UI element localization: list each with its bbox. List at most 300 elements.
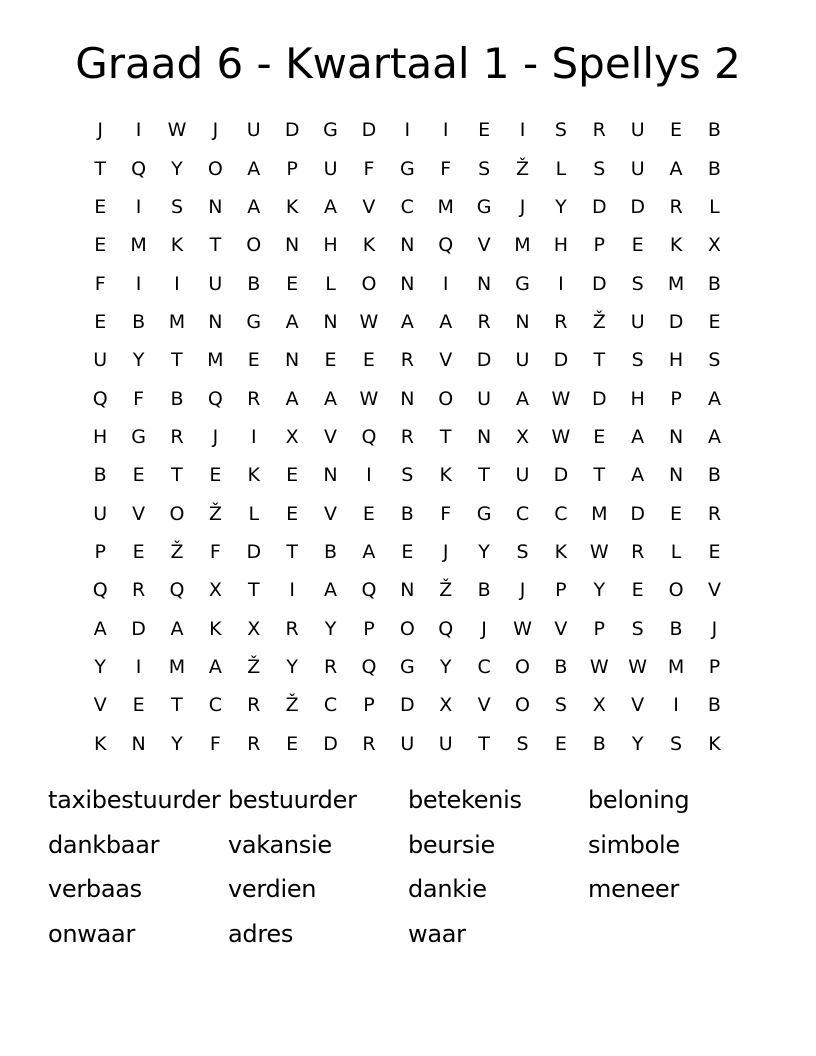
grid-letter: I [135, 655, 142, 678]
grid-letter: M [168, 310, 186, 333]
grid-letter: F [209, 732, 221, 755]
grid-letter: Ž [208, 502, 222, 525]
grid-letter: A [707, 425, 721, 448]
grid-letter: J [212, 119, 219, 142]
grid-letter: R [247, 387, 261, 410]
grid-letter: Y [171, 157, 183, 180]
grid-letter: P [708, 655, 721, 678]
grid-letter: X [247, 617, 261, 640]
grid-letter: R [131, 579, 146, 602]
grid-letter: S [631, 617, 644, 640]
grid-letter: E [94, 195, 107, 218]
grid-letter: W [359, 310, 379, 333]
grid-letter: Y [631, 732, 644, 755]
grid-letter: S [708, 349, 721, 372]
grid-letter: E [324, 349, 337, 372]
grid-letter: O [438, 387, 454, 410]
grid-letter: M [437, 195, 454, 218]
word-list-item: vakansie [228, 830, 332, 859]
grid-letter: Q [361, 655, 377, 678]
grid-letter: I [250, 425, 257, 448]
grid-letter: Y [555, 195, 567, 218]
grid-letter: X [208, 579, 222, 602]
grid-letter: N [208, 195, 223, 218]
grid-letter: B [132, 310, 146, 333]
grid-letter: D [131, 617, 146, 640]
grid-letter: I [135, 119, 142, 142]
grid-letter: U [246, 119, 261, 142]
grid-letter: F [440, 157, 452, 180]
grid-letter: T [171, 694, 183, 717]
grid-letter: Y [324, 617, 337, 640]
grid-letter: F [133, 387, 145, 410]
grid-letter: J [97, 119, 103, 142]
grid-letter: R [362, 732, 376, 755]
grid-letter: N [476, 425, 492, 448]
grid-letter: D [591, 387, 607, 410]
grid-letter: T [286, 540, 298, 563]
grid-letter: G [323, 119, 338, 142]
page-title: Graad 6 - Kwartaal 1 - Spellys 2 [75, 39, 741, 88]
grid-letter: Q [169, 579, 185, 602]
word-list-item: verbaas [48, 875, 142, 903]
grid-letter: Ž [592, 310, 606, 333]
grid-letter: R [400, 349, 414, 372]
grid-letter: G [246, 310, 262, 333]
grid-letter: B [707, 157, 721, 180]
grid-letter: E [631, 579, 644, 602]
grid-letter: U [515, 349, 530, 372]
grid-letter: Y [286, 655, 298, 678]
grid-letter: I [442, 119, 449, 142]
grid-letter: A [324, 579, 338, 602]
grid-letter: E [401, 540, 414, 563]
grid-letter: E [209, 464, 222, 487]
grid-letter: Y [132, 349, 145, 372]
grid-letter: E [708, 310, 721, 333]
grid-letter: Q [207, 387, 223, 410]
grid-letter: V [362, 195, 376, 218]
grid-letter: I [404, 119, 411, 142]
grid-letter: W [589, 540, 609, 563]
grid-letter: S [631, 272, 644, 295]
grid-letter: Q [438, 234, 454, 257]
grid-letter: A [285, 387, 299, 410]
grid-letter: T [171, 464, 183, 487]
grid-letter: P [94, 540, 106, 563]
word-list-item: bestuurder [228, 786, 357, 814]
grid-letter: T [478, 464, 490, 487]
grid-letter: M [667, 655, 685, 678]
grid-letter: I [519, 119, 526, 142]
grid-letter: N [476, 272, 492, 295]
word-list-item: onwaar [48, 919, 136, 948]
word-list-item: betekenis [408, 786, 522, 814]
grid-letter: S [478, 157, 491, 180]
grid-letter: J [442, 540, 449, 563]
grid-letter: W [513, 617, 532, 640]
grid-letter: O [399, 617, 415, 640]
grid-letter: P [670, 387, 682, 410]
grid-letter: M [591, 502, 608, 525]
grid-letter: Y [593, 579, 606, 602]
grid-letter: X [285, 425, 299, 448]
grid-letter: I [366, 464, 372, 487]
grid-letter: K [285, 195, 299, 218]
grid-letter: B [247, 272, 261, 295]
grid-letter: C [208, 694, 222, 717]
grid-letter: S [631, 349, 644, 372]
grid-letter: A [362, 540, 376, 563]
grid-letter: U [208, 272, 223, 295]
grid-letter: U [93, 349, 108, 372]
grid-letter: A [208, 655, 222, 678]
grid-letter: S [401, 464, 414, 487]
word-list-item: taxibestuurder [48, 786, 221, 814]
grid-letter: D [591, 195, 607, 218]
grid-letter: D [630, 502, 645, 525]
grid-letter: I [673, 694, 679, 717]
grid-letter: W [359, 387, 379, 410]
grid-letter: M [514, 234, 531, 257]
grid-letter: T [593, 464, 606, 487]
grid-letter: K [669, 234, 683, 257]
grid-letter: T [478, 732, 490, 755]
grid-letter: O [515, 655, 530, 678]
grid-letter: P [286, 157, 298, 180]
word-list-item: simbole [588, 830, 680, 859]
grid-letter: O [361, 272, 377, 295]
grid-letter: D [361, 119, 377, 142]
grid-letter: P [593, 617, 605, 640]
grid-letter: U [630, 119, 645, 142]
grid-letter: D [400, 694, 415, 717]
grid-letter: N [285, 349, 300, 372]
grid-letter: V [554, 617, 568, 640]
grid-letter: G [399, 157, 415, 180]
grid-letter: U [323, 157, 338, 180]
grid-letter: V [324, 502, 338, 525]
grid-letter: J [212, 425, 219, 448]
grid-letter: N [323, 464, 338, 487]
grid-letter: E [670, 502, 683, 525]
grid-letter: L [555, 157, 567, 180]
grid-letter: N [285, 234, 300, 257]
grid-letter: B [93, 464, 107, 487]
grid-letter: Y [439, 655, 452, 678]
grid-letter: K [554, 540, 568, 563]
grid-letter: S [516, 732, 529, 755]
grid-letter: W [551, 387, 571, 410]
grid-letter: O [246, 234, 262, 257]
grid-letter: I [558, 272, 564, 295]
grid-letter: S [516, 540, 529, 563]
grid-letter: E [94, 234, 107, 257]
grid-letter: N [131, 732, 146, 755]
grid-letter: E [554, 732, 567, 755]
grid-letter: D [246, 540, 262, 563]
grid-letter: K [708, 732, 721, 755]
grid-letter: Ž [285, 694, 299, 717]
grid-letter: C [554, 502, 568, 525]
grid-letter: H [668, 349, 684, 372]
grid-letter: E [670, 119, 683, 142]
grid-letter: M [168, 655, 186, 678]
grid-letter: X [515, 425, 529, 448]
grid-letter: F [363, 157, 375, 180]
grid-letter: V [707, 579, 721, 602]
grid-letter: Y [171, 732, 183, 755]
grid-letter: A [631, 464, 645, 487]
grid-letter: T [171, 349, 183, 372]
grid-letter: D [284, 119, 300, 142]
grid-letter: B [554, 655, 568, 678]
word-search-grid [81, 111, 734, 763]
grid-letter: R [170, 425, 184, 448]
grid-letter: S [554, 119, 567, 142]
grid-letter: K [439, 464, 452, 487]
grid-letter: Ž [170, 540, 184, 563]
grid-letter: M [667, 272, 685, 295]
word-list-item: dankbaar [48, 830, 160, 859]
grid-letter: H [630, 387, 645, 410]
grid-letter: E [593, 425, 606, 448]
grid-letter: F [94, 272, 106, 295]
grid-letter: D [553, 464, 569, 487]
grid-letter: C [515, 502, 530, 525]
grid-letter: I [135, 272, 142, 295]
grid-letter: A [400, 310, 414, 333]
grid-letter: O [668, 579, 684, 602]
grid-letter: B [400, 502, 414, 525]
grid-letter: E [631, 234, 644, 257]
grid-letter: A [515, 387, 529, 410]
grid-letter: B [669, 617, 683, 640]
grid-letter: U [438, 732, 453, 755]
grid-letter: Q [361, 425, 377, 448]
grid-letter: J [519, 579, 526, 602]
grid-letter: O [169, 502, 185, 525]
grid-letter: R [631, 540, 645, 563]
word-list [48, 780, 768, 958]
grid-letter: E [247, 349, 260, 372]
grid-letter: Ž [247, 655, 261, 678]
grid-letter: G [399, 655, 415, 678]
grid-letter: Q [131, 157, 147, 180]
grid-letter: L [248, 502, 260, 525]
grid-letter: U [93, 502, 108, 525]
grid-letter: R [285, 617, 299, 640]
word-list-item: dankie [408, 875, 487, 903]
grid-letter: G [476, 502, 492, 525]
grid-letter: V [477, 694, 491, 717]
grid-letter: C [477, 655, 491, 678]
grid-letter: R [323, 655, 338, 678]
grid-letter: I [174, 272, 180, 295]
grid-letter: D [323, 732, 338, 755]
grid-letter: R [554, 310, 568, 333]
grid-letter: V [477, 234, 491, 257]
grid-letter: N [400, 579, 415, 602]
grid-letter: U [477, 387, 492, 410]
grid-letter: A [707, 387, 721, 410]
grid-letter: N [668, 425, 684, 448]
grid-letter: J [711, 617, 718, 640]
grid-letter: A [324, 195, 338, 218]
grid-letter: E [132, 540, 145, 563]
grid-letter: Q [92, 579, 108, 602]
grid-letter: P [593, 234, 605, 257]
grid-letter: Q [438, 617, 454, 640]
grid-letter: C [400, 195, 414, 218]
grid-letter: N [323, 310, 338, 333]
grid-letter: R [247, 694, 261, 717]
grid-letter: T [247, 579, 260, 602]
grid-letter: N [400, 272, 415, 295]
grid-letter: W [589, 655, 609, 678]
grid-letter: A [247, 195, 261, 218]
grid-letter: I [135, 195, 142, 218]
grid-letter: L [325, 272, 336, 295]
grid-letter: K [362, 234, 376, 257]
grid-letter: U [400, 732, 415, 755]
word-list-item: meneer [588, 875, 679, 903]
grid-letter: X [592, 694, 606, 717]
grid-letter: B [707, 694, 721, 717]
grid-letter: W [628, 655, 648, 678]
grid-letter: O [515, 694, 530, 717]
grid-letter: V [439, 349, 453, 372]
grid-letter: I [289, 579, 295, 602]
word-list-item: adres [228, 919, 294, 948]
grid-letter: Q [92, 387, 108, 410]
grid-letter: X [439, 694, 453, 717]
grid-letter: U [630, 310, 645, 333]
grid-letter: C [323, 694, 338, 717]
grid-letter: H [323, 234, 338, 257]
grid-letter: O [207, 157, 223, 180]
grid-letter: T [593, 349, 606, 372]
grid-letter: A [285, 310, 299, 333]
grid-letter: M [207, 349, 224, 372]
grid-letter: T [209, 234, 222, 257]
grid-letter: D [630, 195, 645, 218]
grid-letter: R [707, 502, 722, 525]
grid-letter: B [324, 540, 338, 563]
grid-letter: P [363, 617, 375, 640]
grid-letter: E [362, 349, 375, 372]
grid-letter: P [555, 579, 567, 602]
grid-letter: K [93, 732, 107, 755]
grid-letter: A [170, 617, 184, 640]
grid-letter: E [94, 310, 107, 333]
grid-letter: E [132, 694, 145, 717]
word-list-item: beloning [588, 786, 690, 814]
grid-letter: Y [94, 655, 106, 678]
grid-letter: G [476, 195, 492, 218]
grid-letter: E [286, 272, 299, 295]
grid-letter: S [554, 694, 567, 717]
grid-letter: F [440, 502, 452, 525]
grid-letter: J [481, 617, 487, 640]
grid-letter: E [478, 119, 491, 142]
grid-letter: E [132, 464, 145, 487]
grid-letter: T [439, 425, 452, 448]
grid-letter: M [130, 234, 147, 257]
grid-letter: D [553, 349, 569, 372]
grid-letter: Ž [439, 579, 453, 602]
grid-letter: V [324, 425, 338, 448]
word-list-item: verdien [228, 875, 317, 903]
grid-letter: X [707, 234, 721, 257]
grid-letter: G [515, 272, 530, 295]
grid-letter: A [439, 310, 453, 333]
grid-letter: B [170, 387, 184, 410]
grid-letter: N [208, 310, 223, 333]
grid-letter: J [519, 195, 526, 218]
grid-letter: R [669, 195, 683, 218]
grid-letter: G [131, 425, 146, 448]
grid-letter: N [668, 464, 684, 487]
grid-letter: B [592, 732, 606, 755]
grid-letter: D [591, 272, 607, 295]
grid-letter: K [170, 234, 184, 257]
grid-letter: A [324, 387, 338, 410]
grid-letter: B [707, 464, 721, 487]
grid-letter: D [668, 310, 684, 333]
grid-letter: S [593, 157, 606, 180]
grid-letter: N [400, 387, 415, 410]
grid-letter: F [209, 540, 221, 563]
grid-letter: K [247, 464, 260, 487]
grid-letter: A [247, 157, 261, 180]
grid-letter: E [286, 502, 299, 525]
grid-letter: E [286, 732, 299, 755]
grid-letter: S [170, 195, 183, 218]
grid-letter: Y [478, 540, 490, 563]
grid-letter: B [477, 579, 491, 602]
grid-letter: L [709, 195, 720, 218]
grid-letter: E [708, 540, 721, 563]
grid-letter: U [630, 157, 645, 180]
grid-letter: V [631, 694, 645, 717]
grid-letter: L [670, 540, 682, 563]
grid-letter: D [476, 349, 492, 372]
grid-letter: E [362, 502, 375, 525]
word-list-item: beursie [408, 830, 495, 859]
grid-letter: R [592, 119, 606, 142]
grid-letter: V [132, 502, 146, 525]
grid-letter: R [247, 732, 261, 755]
grid-letter: W [167, 119, 187, 142]
grid-letter: Q [361, 579, 377, 602]
grid-letter: A [93, 617, 107, 640]
grid-letter: H [93, 425, 108, 448]
grid-letter: A [669, 157, 683, 180]
grid-letter: K [209, 617, 222, 640]
grid-letter: A [631, 425, 645, 448]
grid-letter: R [477, 310, 491, 333]
grid-letter: H [553, 234, 569, 257]
grid-letter: U [515, 464, 530, 487]
grid-letter: B [707, 119, 721, 142]
grid-letter: P [363, 694, 375, 717]
grid-letter: N [515, 310, 530, 333]
grid-letter: I [442, 272, 449, 295]
grid-letter: Ž [515, 157, 529, 180]
grid-letter: V [93, 694, 107, 717]
grid-letter: R [400, 425, 414, 448]
